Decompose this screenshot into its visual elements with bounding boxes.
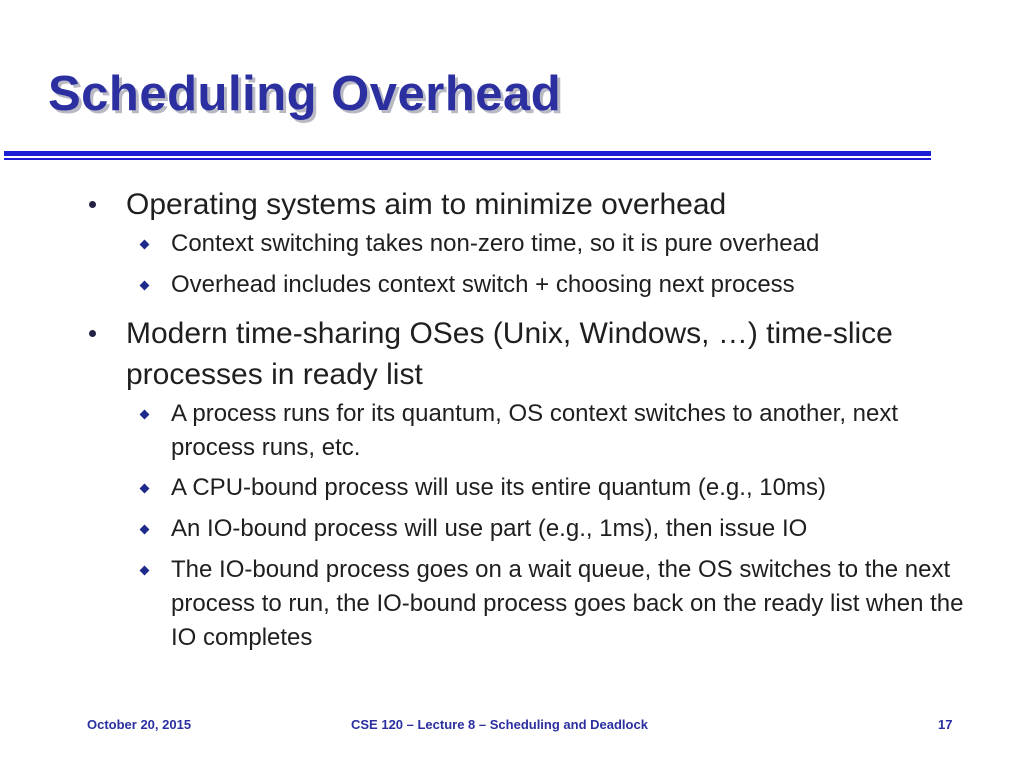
sub-bullet-text: The IO-bound process goes on a wait queue, the OS switches to the next process to run, the IO-bound process goes back on the ready list when the IO completes (171, 556, 964, 651)
sub-bullet-text: Context switching takes non-zero time, so it is pure overhead (171, 230, 820, 257)
diamond-bullet-icon (140, 281, 150, 291)
sub-bullet-item (0, 471, 1024, 505)
footer-course-title: CSE 120 – Lecture 8 – Scheduling and Deadlock (351, 717, 648, 732)
title-underline-thin (4, 158, 931, 160)
sub-bullet-item (0, 227, 1024, 261)
diamond-bullet-icon (140, 240, 150, 250)
sub-bullet-item (0, 512, 1024, 546)
diamond-bullet-icon (140, 566, 150, 576)
bullet-text: Modern time-sharing OSes (Unix, Windows, …) time-slice processes in ready list (126, 317, 893, 391)
bullet-dot-icon (89, 201, 96, 208)
diamond-bullet-icon (140, 484, 150, 494)
bullet-item (0, 313, 1024, 395)
footer-date: October 20, 2015 (87, 717, 192, 732)
sub-bullet-item (0, 553, 1024, 655)
slide-content (0, 184, 1024, 655)
bullet-item (0, 184, 1024, 225)
footer-page-number: 17 (938, 717, 953, 732)
slide-title: Scheduling Overhead (48, 67, 562, 121)
bullet-text: Operating systems aim to minimize overhead (126, 188, 727, 221)
diamond-bullet-icon (140, 410, 150, 420)
sub-bullet-item (0, 268, 1024, 302)
sub-bullet-text: A process runs for its quantum, OS context switches to another, next process runs, etc. (171, 400, 899, 461)
sub-bullet-text: An IO-bound process will use part (e.g., 1ms), then issue IO (171, 515, 808, 542)
sub-bullet-text: A CPU-bound process will use its entire quantum (e.g., 10ms) (171, 474, 826, 501)
title-underline-thick (4, 151, 931, 156)
bullet-dot-icon (89, 330, 96, 337)
sub-bullet-item (0, 397, 1024, 465)
sub-bullet-text: Overhead includes context switch + choosing next process (171, 271, 795, 298)
diamond-bullet-icon (140, 525, 150, 535)
